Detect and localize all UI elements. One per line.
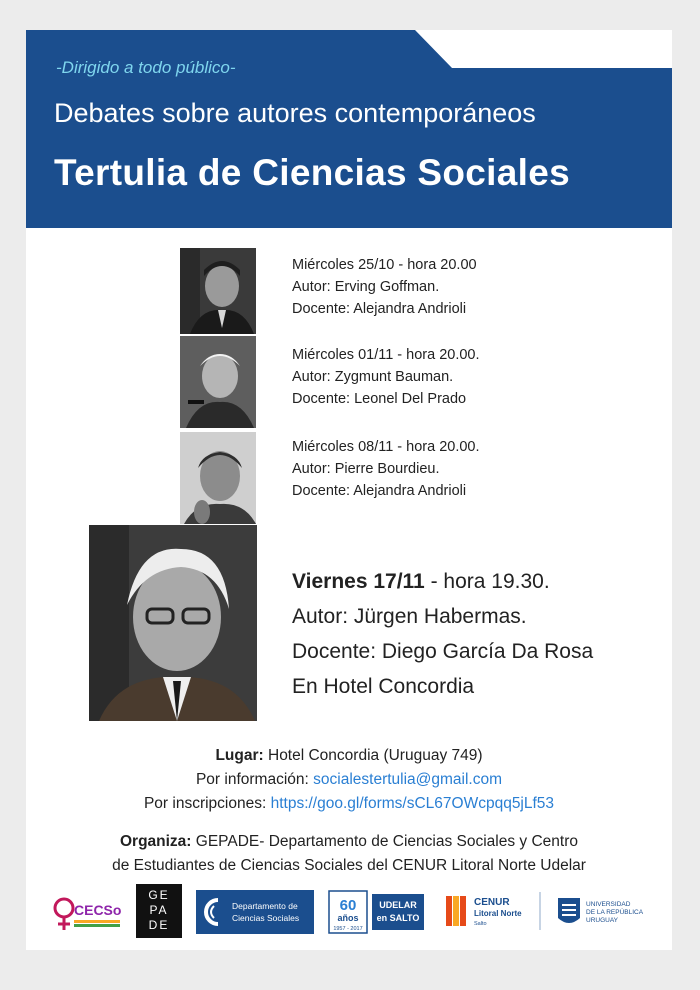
session-date: Miércoles 08/11 - hora 20.00. xyxy=(292,439,480,455)
habermas-photo xyxy=(89,525,257,721)
poster-subtitle: Debates sobre autores contemporáneos xyxy=(54,98,536,128)
anos-range: 1957 - 2017 xyxy=(333,926,363,932)
bauman-photo xyxy=(180,336,256,428)
session-author: Autor: Zygmunt Bauman. xyxy=(292,369,454,385)
featured-teacher: Docente: Diego García Da Rosa xyxy=(292,640,594,663)
organizer-text-1: GEPADE- Departamento de Ciencias Sociales y Centro xyxy=(191,833,578,850)
univ-line: UNIVERSIDAD xyxy=(586,901,631,908)
session-3 xyxy=(292,436,480,502)
departamento-logo xyxy=(196,890,314,934)
signup-label: Por inscripciones: xyxy=(143,795,271,812)
contact-label: Por información: xyxy=(195,771,314,788)
place-value: Hotel Concordia (Uruguay 749) xyxy=(263,747,483,764)
univ-line: URUGUAY xyxy=(586,917,619,924)
udelar-salto-logo xyxy=(372,894,424,930)
gepade-line: PA xyxy=(149,903,169,917)
sixty-years-logo xyxy=(328,890,368,934)
featured-venue: En Hotel Concordia xyxy=(292,675,475,698)
udelar-line: UDELAR xyxy=(379,900,417,910)
place-label: Lugar: xyxy=(215,747,264,764)
session-teacher: Docente: Alejandra Andrioli xyxy=(292,483,467,499)
gepade-logo xyxy=(136,884,182,938)
signup-form-link[interactable]: https://goo.gl/forms/sCL67OWcpqq5jLf53 xyxy=(270,795,555,812)
featured-day: Viernes 17/11 xyxy=(292,570,425,593)
cenur-logo xyxy=(440,884,542,938)
session-date: Miércoles 25/10 - hora 20.00 xyxy=(292,257,477,273)
featured-author: Autor: Jürgen Habermas. xyxy=(292,605,527,628)
cecso-text: CECSo xyxy=(74,902,122,918)
depto-line: Ciencias Sociales xyxy=(232,913,300,923)
bourdieu-photo xyxy=(180,432,256,524)
logos-row xyxy=(50,884,660,944)
universidad-logo xyxy=(552,884,656,938)
univ-line: DE LA REPÚBLICA xyxy=(586,909,644,916)
poster-title: Tertulia de Ciencias Sociales xyxy=(54,152,570,193)
session-date: Miércoles 01/11 - hora 20.00. xyxy=(292,347,480,363)
organizer-line-1 xyxy=(26,830,672,854)
session-2 xyxy=(292,344,480,410)
organizer-line-2 xyxy=(26,854,672,878)
organizer-label: Organiza: xyxy=(119,833,192,850)
organizer-text-2: de Estudiantes de Ciencias Sociales del CENUR Litoral Norte Udelar xyxy=(112,857,586,874)
goffman-photo xyxy=(180,248,256,334)
session-author: Autor: Pierre Bourdieu. xyxy=(292,461,440,477)
anos-number: 60 xyxy=(339,897,357,914)
cenur-line: Salto xyxy=(474,921,487,927)
session-author: Autor: Erving Goffman. xyxy=(292,279,440,295)
featured-time: - hora 19.30. xyxy=(424,570,550,593)
session-teacher: Docente: Leonel Del Prado xyxy=(292,391,467,407)
session-1 xyxy=(292,254,477,320)
place-line xyxy=(26,744,672,768)
signup-line xyxy=(26,792,672,816)
cenur-line: CENUR xyxy=(474,897,510,908)
featured-session xyxy=(292,564,593,704)
depto-line: Departamento de xyxy=(232,901,298,911)
cecso-logo xyxy=(50,884,126,938)
contact-line xyxy=(26,768,672,792)
anos-word: años xyxy=(337,913,359,923)
session-teacher: Docente: Alejandra Andrioli xyxy=(292,301,467,317)
cenur-line: Litoral Norte xyxy=(474,909,522,918)
audience-label: -Dirigido a todo público- xyxy=(56,58,236,77)
gepade-line: GE xyxy=(148,888,170,902)
gepade-line: DE xyxy=(148,918,170,932)
udelar-line: en SALTO xyxy=(376,913,420,923)
contact-email-link[interactable]: socialestertulia@gmail.com xyxy=(313,771,503,788)
